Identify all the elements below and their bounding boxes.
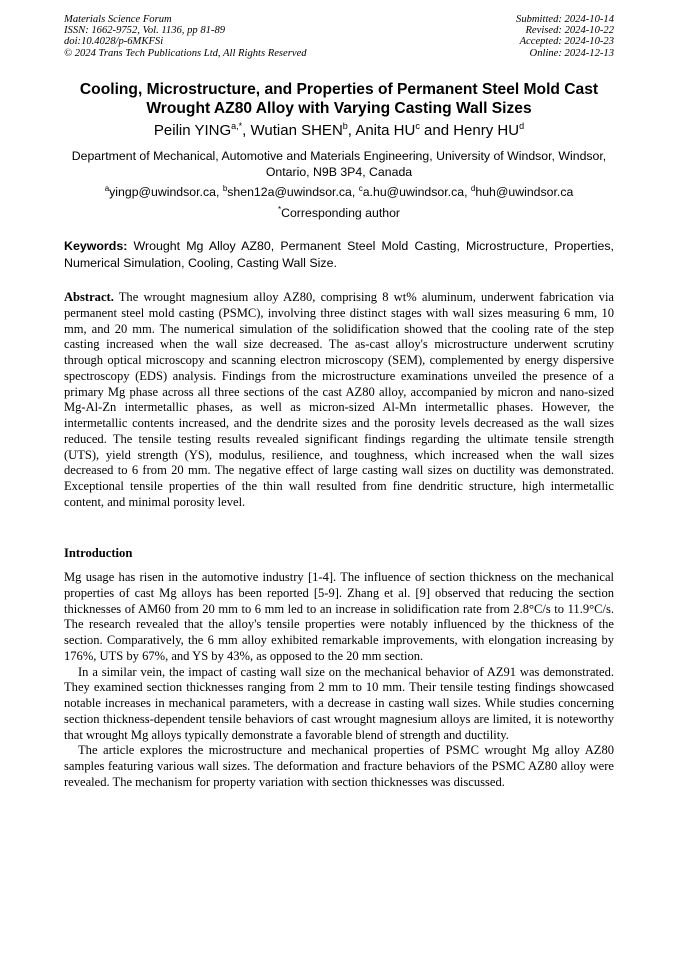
abstract (64, 290, 614, 511)
issn: ISSN: 1662-9752, Vol. 1136, pp 81-89 (64, 25, 226, 37)
online-date: Online: 2024-12-13 (529, 47, 614, 59)
email-list: $^a$yingp@uwindsor.ca, $^b$shen12a@uwindsor.ca, $^c$a.hu@uwindsor.ca, $^d$huh@uwindsor.ca (104, 184, 574, 200)
abstract-label: Abstract. (64, 290, 114, 304)
submitted-date: Submitted: 2024-10-14 (516, 14, 614, 25)
email[interactable]: $^a$yingp@uwindsor.ca (104, 184, 216, 200)
introduction-heading: Introduction (64, 546, 133, 560)
email[interactable]: $^d$huh@uwindsor.ca (470, 184, 574, 200)
doi: doi:10.4028/p-6MKFSi (64, 36, 164, 48)
abstract-text: The wrought magnesium alloy AZ80, comprising 8 wt% aluminum, underwent fabrication via permanent steel mold casting (PSMC), involving three distinct stages with wall sizes measuring 6 mm, 10 mm, and 20 mm. The numerical simulation of the solidification showed that the cooling rate of the step casting increased when the wall size decreased. The as-cast alloy's microstructure underwent scrutiny through optical microscopy and scanning electron microscopy (SEM), complemented by energy dispersive spectroscopy (EDS) analysis. Findings from the microstructure examinations unveiled the presence of a primary Mg phase across all three sections of the cast AZ80 alloy, accompanied by micron and nano-sized Mg-Al-Zn intermetallic phases, as well as micron-sized Al-Mn intermetallic phases. However, the intermetallic contents increased, and the dendrite sizes and the porosity levels decreased as the wall sizes reduced. The tensile testing results revealed significant findings regarding the ultimate tensile strength (UTS), yield strength (YS), modulus, resilience, and toughness, which increased when the wall sizes decreased to 6 from 20 mm. The negative effect of large casting wall sizes on ductility was demonstrated. Exceptional tensile properties of the thin wall resulted from fine dendritic structure, high intermetallic content, and minimal porosity level. (64, 290, 614, 509)
paper-title: Cooling, Microstructure, and Properties of Permanent Steel Mold Cast Wrought AZ80 Alloy with Varying Casting Wall Sizes (79, 81, 599, 117)
revised-date: Revised: 2024-10-22 (525, 25, 614, 37)
corresponding-author-note: *Corresponding author (277, 205, 401, 221)
keywords-text: Wrought Mg Alloy AZ80, Permanent Steel Mold Casting, Microstructure, Properties, Numerical Simulation, Cooling, Casting Wall Size. (64, 239, 614, 270)
paragraph: The article explores the microstructure and mechanical properties of PSMC wrought Mg alloy AZ80 samples featuring various wall sizes. The deformation and fracture behaviors of the PSMC AZ80 alloy were revealed. The mechanism for property variation with section thicknesses was discussed. (64, 743, 614, 789)
keywords (64, 238, 614, 272)
affiliation: Department of Mechanical, Automotive and Materials Engineering, University of Windsor, Windsor, Ontario, N9B 3P4, Canada (71, 149, 607, 179)
email[interactable]: $^c$a.hu@uwindsor.ca (358, 184, 465, 200)
author-list (40, 121, 638, 139)
paragraph: In a similar vein, the impact of casting wall size on the mechanical behavior of AZ91 was demonstrated. They examined section thicknesses ranging from 2 mm to 10 mm. Their tensile testing findings showcased notable increases in mechanical parameters, with a decrease in casting wall sizes. While studies concerning section thickness-dependent tensile behaviors of cast wrought magnesium alloys are limited, it is noteworthy that wrought Mg alloys typically demonstrate a favorable blend of strength and ductility. (64, 664, 614, 742)
keywords-label: Keywords: (64, 239, 128, 253)
journal-info (64, 14, 307, 59)
author: Peilin $YING^{a,*}$, (153, 121, 251, 139)
copyright: © 2024 Trans Tech Publications Ltd, All Rights Reserved (64, 47, 307, 59)
paragraph: Mg usage has risen in the automotive industry [1-4]. The influence of section thickness on the mechanical properties of cast Mg alloys has been reported [5-9]. Zhang et al. [9] observed that reducing the section thicknesses of AM60 from 20 mm to 6 mm led to an increase in solidification rate from 2.8°C/s to 11.9°C/s. The research revealed that the alloy's tensile properties were notably influenced by the thickness of the section. Comparatively, the 6 mm alloy exhibited remarkable improvements, with elongation increasing by 176%, UTS by 67%, and YS by 43%, as opposed to the 20 mm section. (64, 570, 614, 663)
journal-name: Materials Science Forum (64, 14, 172, 25)
introduction-body (64, 570, 614, 791)
author: Henry $HU^d$ (453, 121, 525, 139)
dates-info (516, 14, 614, 59)
accepted-date: Accepted: 2024-10-23 (519, 36, 614, 48)
author: Anita $HU^c$ and (355, 121, 454, 139)
author: Wutian SHEN$^b$, (250, 121, 356, 139)
email[interactable]: $^b$shen12a@uwindsor.ca (222, 184, 352, 200)
